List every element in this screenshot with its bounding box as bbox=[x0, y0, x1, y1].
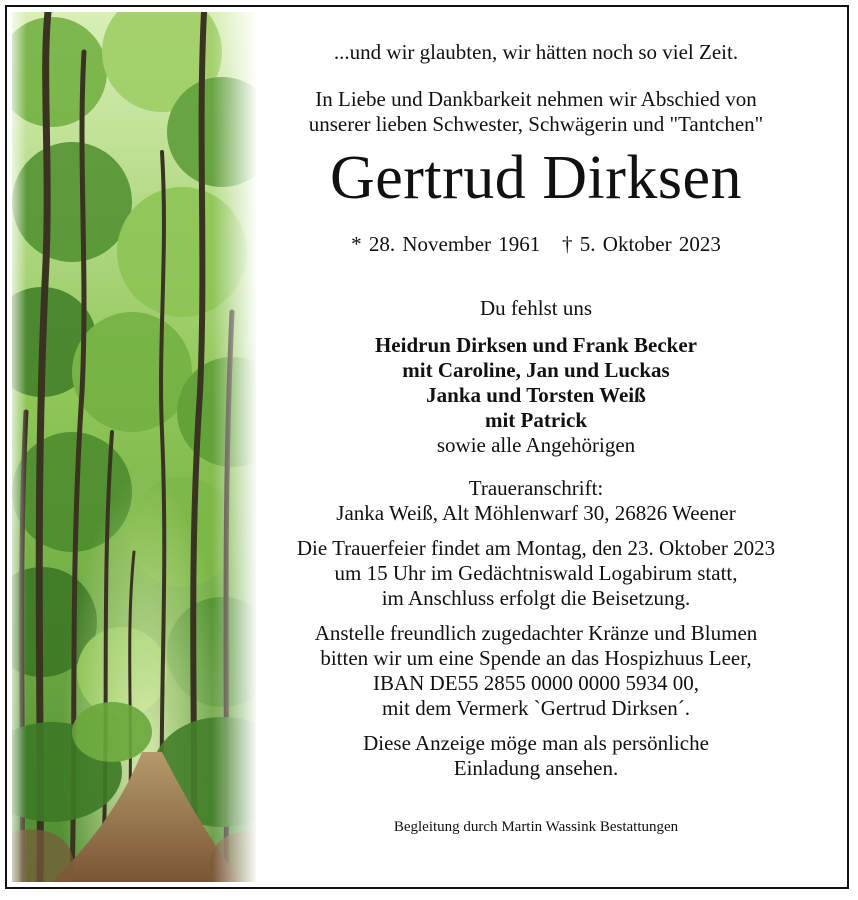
missing-line: Du fehlst uns bbox=[480, 296, 592, 320]
ceremony-line: im Anschluss erfolgt die Beisetzung. bbox=[381, 586, 691, 610]
family-line: mit Caroline, Jan und Luckas bbox=[402, 358, 670, 382]
deceased-name: Gertrud Dirksen bbox=[329, 144, 743, 212]
address-label: Traueranschrift: bbox=[468, 476, 604, 500]
forest-path-photo bbox=[12, 12, 256, 882]
funeral-home-credit: Begleitung durch Martin Wassink Bestattungen bbox=[393, 819, 679, 835]
ceremony-line: Die Trauerfeier findet am Montag, den 23. Oktober 2023 bbox=[296, 536, 776, 560]
donation-line: mit dem Vermerk `Gertrud Dirksen´. bbox=[381, 696, 691, 720]
address-value: Janka Weiß, Alt Möhlenwarf 30, 26826 Weener bbox=[336, 501, 736, 525]
donation-line: Anstelle freundlich zugedachter Kränze und Blumen bbox=[314, 621, 758, 645]
birth-date: * 28. November 1961 bbox=[351, 232, 541, 256]
family-line: Janka und Torsten Weiß bbox=[426, 383, 646, 407]
farewell-line-2: unserer lieben Schwester, Schwägerin und "Tantchen" bbox=[308, 112, 764, 136]
life-dates bbox=[262, 232, 810, 257]
intro-quote: ...und wir glaubten, wir hätten noch so viel Zeit. bbox=[333, 40, 739, 64]
death-date: † 5. Oktober 2023 bbox=[562, 232, 721, 256]
family-line: Heidrun Dirksen und Frank Becker bbox=[374, 333, 698, 357]
ceremony-line: um 15 Uhr im Gedächtniswald Logabirum statt, bbox=[334, 561, 738, 585]
family-line: mit Patrick bbox=[484, 408, 588, 432]
relatives-line: sowie alle Angehörigen bbox=[436, 433, 636, 457]
forest-illustration bbox=[12, 12, 256, 882]
donation-line: IBAN DE55 2855 0000 0000 5934 00, bbox=[372, 671, 700, 695]
notice-text bbox=[262, 40, 810, 851]
invitation-line: Einladung ansehen. bbox=[453, 756, 619, 780]
donation-line: bitten wir um eine Spende an das Hospizhuus Leer, bbox=[320, 646, 752, 670]
farewell-line-1: In Liebe und Dankbarkeit nehmen wir Abschied von bbox=[315, 87, 757, 111]
invitation-line: Diese Anzeige möge man als persönliche bbox=[363, 731, 709, 755]
